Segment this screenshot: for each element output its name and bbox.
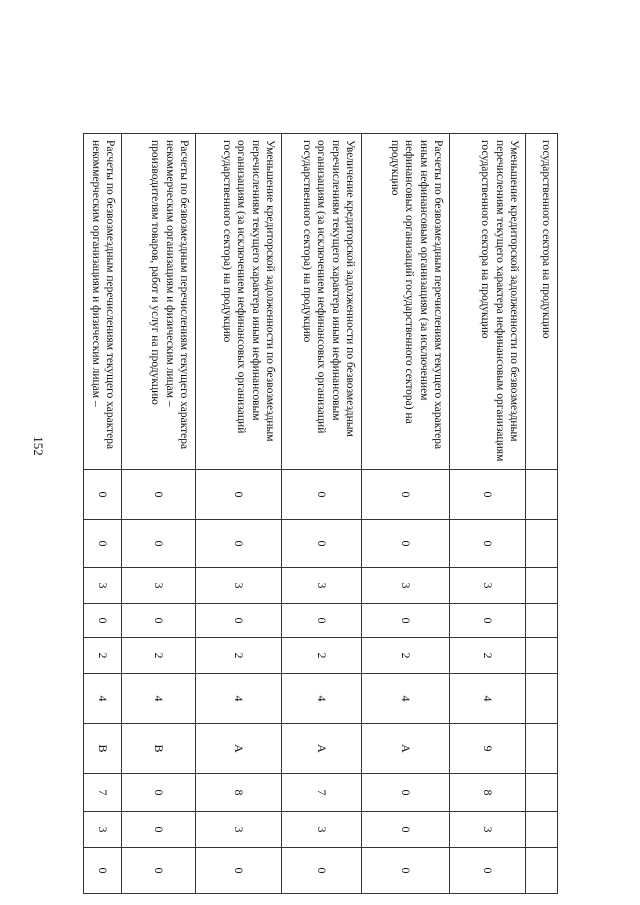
code-cell: 0 [122, 604, 196, 638]
code-cell: 2 [122, 638, 196, 674]
code-cell: 4 [196, 674, 282, 724]
code-cell: 0 [362, 604, 450, 638]
code-cell: 0 [196, 604, 282, 638]
code-cell: 0 [196, 520, 282, 568]
row-description: Увеличение кредиторской задолженности по безвозмездным перечислениям текущего характера иным нефинансовым организациям (за исключением нефинансовых организаций государственного сектора) на продукцию [282, 134, 362, 470]
code-cell: 2 [450, 638, 526, 674]
row-description: Расчеты по безвозмездным перечислениям текущего характера некоммерческим организациям и физическим лицам – [84, 134, 122, 470]
code-cell [526, 568, 558, 604]
page-number: 152 [31, 436, 46, 456]
code-cell: 8 [450, 774, 526, 812]
code-cell: 3 [84, 812, 122, 848]
code-cell: 0 [450, 470, 526, 520]
code-cell: 7 [84, 774, 122, 812]
table-row [526, 134, 558, 894]
code-cell [526, 848, 558, 894]
code-cell: 3 [450, 568, 526, 604]
code-cell: 3 [282, 568, 362, 604]
code-cell: 3 [282, 812, 362, 848]
code-cell [526, 520, 558, 568]
code-cell: 0 [84, 848, 122, 894]
code-cell: 2 [362, 638, 450, 674]
code-cell: 0 [122, 520, 196, 568]
code-cell: 0 [196, 848, 282, 894]
code-cell: А [362, 724, 450, 774]
code-cell: 0 [282, 470, 362, 520]
code-cell: 0 [450, 604, 526, 638]
code-cell [526, 674, 558, 724]
code-cell: 2 [84, 638, 122, 674]
table-row [84, 134, 122, 894]
code-cell [526, 774, 558, 812]
table-row [362, 134, 450, 894]
code-cell: 4 [122, 674, 196, 724]
code-cell: 0 [450, 520, 526, 568]
code-cell: 3 [450, 812, 526, 848]
code-cell [526, 604, 558, 638]
code-cell: 0 [282, 604, 362, 638]
code-cell: 8 [196, 774, 282, 812]
code-cell [526, 470, 558, 520]
code-cell: 0 [84, 470, 122, 520]
code-cell: 4 [282, 674, 362, 724]
code-cell: 0 [282, 848, 362, 894]
code-cell: 2 [282, 638, 362, 674]
account-codes-table [83, 133, 558, 894]
row-description: Уменьшение кредиторской задолженности по безвозмездным перечислениям текущего характера нефинансовым организациям государственного сектора на продукцию [450, 134, 526, 470]
code-cell: 0 [362, 774, 450, 812]
code-cell [526, 724, 558, 774]
code-cell: 0 [122, 848, 196, 894]
code-cell: 9 [450, 724, 526, 774]
code-cell [526, 638, 558, 674]
code-cell: 4 [84, 674, 122, 724]
code-cell: 0 [122, 470, 196, 520]
code-cell: 3 [84, 568, 122, 604]
row-description: Уменьшение кредиторской задолженности по безвозмездным перечислениям текущего характера иным нефинансовым организациям (за исключением нефинансовых организаций государственного сектора) на продукцию [196, 134, 282, 470]
code-cell: 0 [84, 604, 122, 638]
code-cell: 7 [282, 774, 362, 812]
code-cell: 0 [84, 520, 122, 568]
table-row [282, 134, 362, 894]
code-cell: 0 [122, 812, 196, 848]
code-cell: 3 [196, 812, 282, 848]
code-cell: В [122, 724, 196, 774]
code-cell: 0 [450, 848, 526, 894]
row-description: государственного сектора на продукцию [526, 134, 558, 470]
code-cell: 0 [362, 848, 450, 894]
code-cell: 2 [196, 638, 282, 674]
code-cell: 0 [122, 774, 196, 812]
code-cell: 0 [362, 812, 450, 848]
table-row [196, 134, 282, 894]
code-cell: А [282, 724, 362, 774]
row-description: Расчеты по безвозмездным перечислениям текущего характера иным нефинансовым организациям (за исключением нефинансовых организаций государственного сектора) на продукцию [362, 134, 450, 470]
code-cell: 4 [450, 674, 526, 724]
table-row [122, 134, 196, 894]
code-cell: 3 [362, 568, 450, 604]
code-cell: 0 [282, 520, 362, 568]
table-row [450, 134, 526, 894]
code-cell: 0 [196, 470, 282, 520]
code-cell: 0 [362, 470, 450, 520]
row-description: Расчеты по безвозмездным перечислениям текущего характера некоммерческим организациям и физическим лицам – производителям товаров, работ и услуг на продукцию [122, 134, 196, 470]
code-cell [526, 812, 558, 848]
code-cell: 0 [362, 520, 450, 568]
code-cell: А [196, 724, 282, 774]
code-cell: В [84, 724, 122, 774]
code-cell: 4 [362, 674, 450, 724]
code-cell: 3 [196, 568, 282, 604]
code-cell: 3 [122, 568, 196, 604]
